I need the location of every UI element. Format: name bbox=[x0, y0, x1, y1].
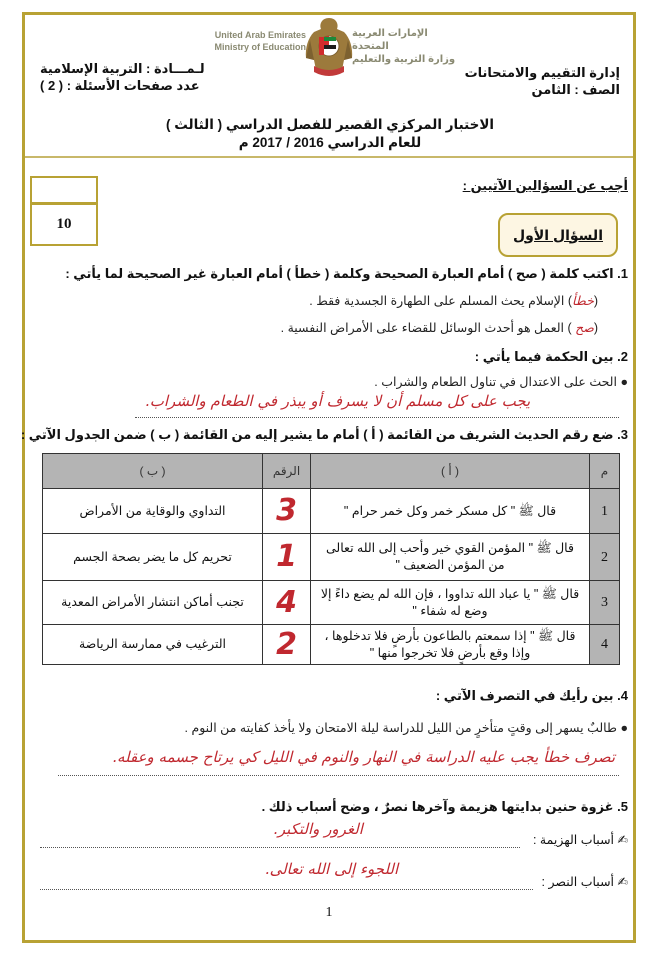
matched-number[interactable]: 1 bbox=[263, 534, 311, 581]
page-number: 1 bbox=[325, 905, 333, 920]
meaning-text: الترغيب في ممارسة الرياضة bbox=[43, 625, 263, 665]
uae-emblem-icon bbox=[300, 14, 358, 84]
q4-item-text: طالبٌ يسهر إلى وقتٍ متأخرٍ من الليل للدراسة ليلة الامتحان ولا يأخذ كفايته من النوم . bbox=[184, 721, 617, 735]
section-title-badge: السؤال الأول bbox=[498, 213, 618, 257]
q1-item-1-text: الإسلام يحث المسلم على الطهارة الجسدية فقط . bbox=[309, 294, 565, 308]
q1-prompt: 1. اكتب كلمة ( صح ) أمام العبارة الصحيحة وكلمة ( خطأ ) أمام العبارة غير الصحيحة لما يأتي : bbox=[65, 266, 628, 281]
q5-victory-answer-field[interactable] bbox=[40, 860, 533, 890]
q4-answer: تصرف خطأ يجب عليه الدراسة في النهار والنوم في الليل كي يرتاح جسمه وعقله. bbox=[112, 748, 615, 766]
bullet-icon: ● bbox=[620, 721, 628, 735]
matched-number[interactable]: 4 bbox=[263, 581, 311, 625]
grade-label: الصف : الثامن bbox=[531, 82, 620, 97]
ministry-english-name bbox=[196, 29, 306, 53]
q1-item-2: (صح ) العمل هو أحدث الوسائل للقضاء على الأمراض النفسية . bbox=[280, 320, 598, 335]
q2-item-text: الحث على الاعتدال في تناول الطعام والشراب . bbox=[374, 375, 617, 389]
q1-item-1: (خطأ) الإسلام يحث المسلم على الطهارة الجسدية فقط . bbox=[309, 293, 598, 308]
header-list-b: ( ب ) bbox=[43, 454, 263, 489]
q2-item bbox=[374, 374, 628, 389]
exam-title: الاختبار المركزي القصير للفصل الدراسي ( الثالث ) bbox=[165, 117, 495, 132]
subject-label: لـمـــادة : التربية الإسلامية bbox=[40, 61, 205, 76]
table-row bbox=[43, 489, 620, 534]
table-row bbox=[43, 581, 620, 625]
q5-victory-label: أسباب النصر : bbox=[541, 875, 615, 889]
matched-number[interactable]: 3 bbox=[263, 489, 311, 534]
instructions: أجب عن السؤالين الآتيين : bbox=[462, 178, 628, 193]
writing-hand-icon: ✍ bbox=[617, 875, 628, 889]
q5-defeat-label: أسباب الهزيمة : bbox=[532, 833, 615, 847]
q4-item bbox=[185, 720, 628, 735]
q1-item-1-answer[interactable]: خطأ bbox=[572, 293, 594, 308]
header-num: م bbox=[590, 454, 620, 489]
department-name: إدارة التقييم والامتحانات bbox=[464, 65, 620, 80]
row-num: 3 bbox=[590, 581, 620, 625]
q3-prompt: 3. ضع رقم الحديث الشريف من القائمة ( أ ) أمام ما يشير إليه من القائمة ( ب ) ضمن الجدول الآتي : bbox=[20, 427, 628, 442]
table-header-row bbox=[43, 454, 620, 489]
q5-defeat-answer-field[interactable] bbox=[40, 820, 520, 848]
meaning-text: التداوي والوقاية من الأمراض bbox=[43, 489, 263, 534]
table-row bbox=[43, 534, 620, 581]
q5-victory-label-row bbox=[542, 874, 628, 889]
writing-hand-icon: ✍ bbox=[617, 833, 628, 847]
score-total: 10 bbox=[56, 216, 72, 232]
bullet-icon: ● bbox=[620, 375, 628, 389]
q1-item-2-answer[interactable]: صح bbox=[575, 320, 594, 335]
score-box bbox=[30, 176, 98, 246]
q2-prompt: 2. بين الحكمة فيما يأتي : bbox=[474, 349, 628, 364]
meaning-text: تجنب أماكن انتشار الأمراض المعدية bbox=[43, 581, 263, 625]
country-name-en: United Arab Emirates bbox=[214, 30, 306, 40]
q4-answer-field[interactable] bbox=[58, 748, 619, 776]
hadith-text: قال ﷺ " يا عباد الله تداووا ، فإن الله لم يضع داءً إلا وضع له شفاء " bbox=[311, 581, 590, 625]
exam-title-block bbox=[130, 116, 530, 152]
hadith-matching-table bbox=[42, 453, 620, 665]
academic-year: للعام الدراسي 2016 / 2017 م bbox=[238, 135, 422, 150]
hadith-text: قال ﷺ " كل مسكر خمر وكل خمر حرام " bbox=[311, 489, 590, 534]
country-name-ar: الإمارات العربية المتحدة bbox=[352, 28, 428, 52]
row-num: 2 bbox=[590, 534, 620, 581]
q5-defeat-label-row bbox=[533, 832, 628, 847]
header-matched: الرقم bbox=[263, 454, 311, 489]
q5-victory-answer: اللجوء إلى الله تعالى. bbox=[264, 860, 399, 878]
matched-number[interactable]: 2 bbox=[263, 625, 311, 665]
table-row bbox=[43, 625, 620, 665]
q5-defeat-answer: الغرور والتكبر. bbox=[273, 820, 363, 838]
q5-prompt: 5. غزوة حنين بدايتها هزيمة وآخرها نصرٌ ، وضح أسباب ذلك . bbox=[261, 799, 628, 814]
q1-item-2-text: العمل هو أحدث الوسائل للقضاء على الأمراض النفسية . bbox=[280, 321, 565, 335]
ministry-name-ar: وزارة التربية والتعليم bbox=[352, 54, 456, 65]
header-list-a: ( أ ) bbox=[311, 454, 590, 489]
q2-answer: يجب على كل مسلم أن لا يسرف أو يبذر في الطعام والشراب. bbox=[145, 392, 531, 410]
row-num: 1 bbox=[590, 489, 620, 534]
pages-count: عدد صفحات الأسئلة : ( 2 ) bbox=[40, 78, 200, 93]
hadith-text: قال ﷺ " المؤمن القوي خير وأحب إلى الله تعالى من المؤمن الضعيف " bbox=[311, 534, 590, 581]
hadith-text: قال ﷺ " إذا سمعتم بالطاعون بأرضٍ فلا تدخلوها ، وإذا وقع بأرضٍ فلا تخرجوا منها " bbox=[311, 625, 590, 665]
department-info bbox=[420, 64, 620, 98]
row-num: 4 bbox=[590, 625, 620, 665]
title-divider bbox=[25, 156, 633, 158]
q4-prompt: 4. بين رأيك في التصرف الآتي : bbox=[435, 688, 628, 703]
ministry-name-en: Ministry of Education bbox=[214, 42, 306, 52]
q2-answer-field[interactable] bbox=[135, 392, 619, 418]
meaning-text: تحريم كل ما يضر بصحة الجسم bbox=[43, 534, 263, 581]
ministry-arabic-name bbox=[352, 27, 462, 66]
score-obtained[interactable] bbox=[32, 178, 96, 205]
subject-info bbox=[40, 60, 240, 94]
